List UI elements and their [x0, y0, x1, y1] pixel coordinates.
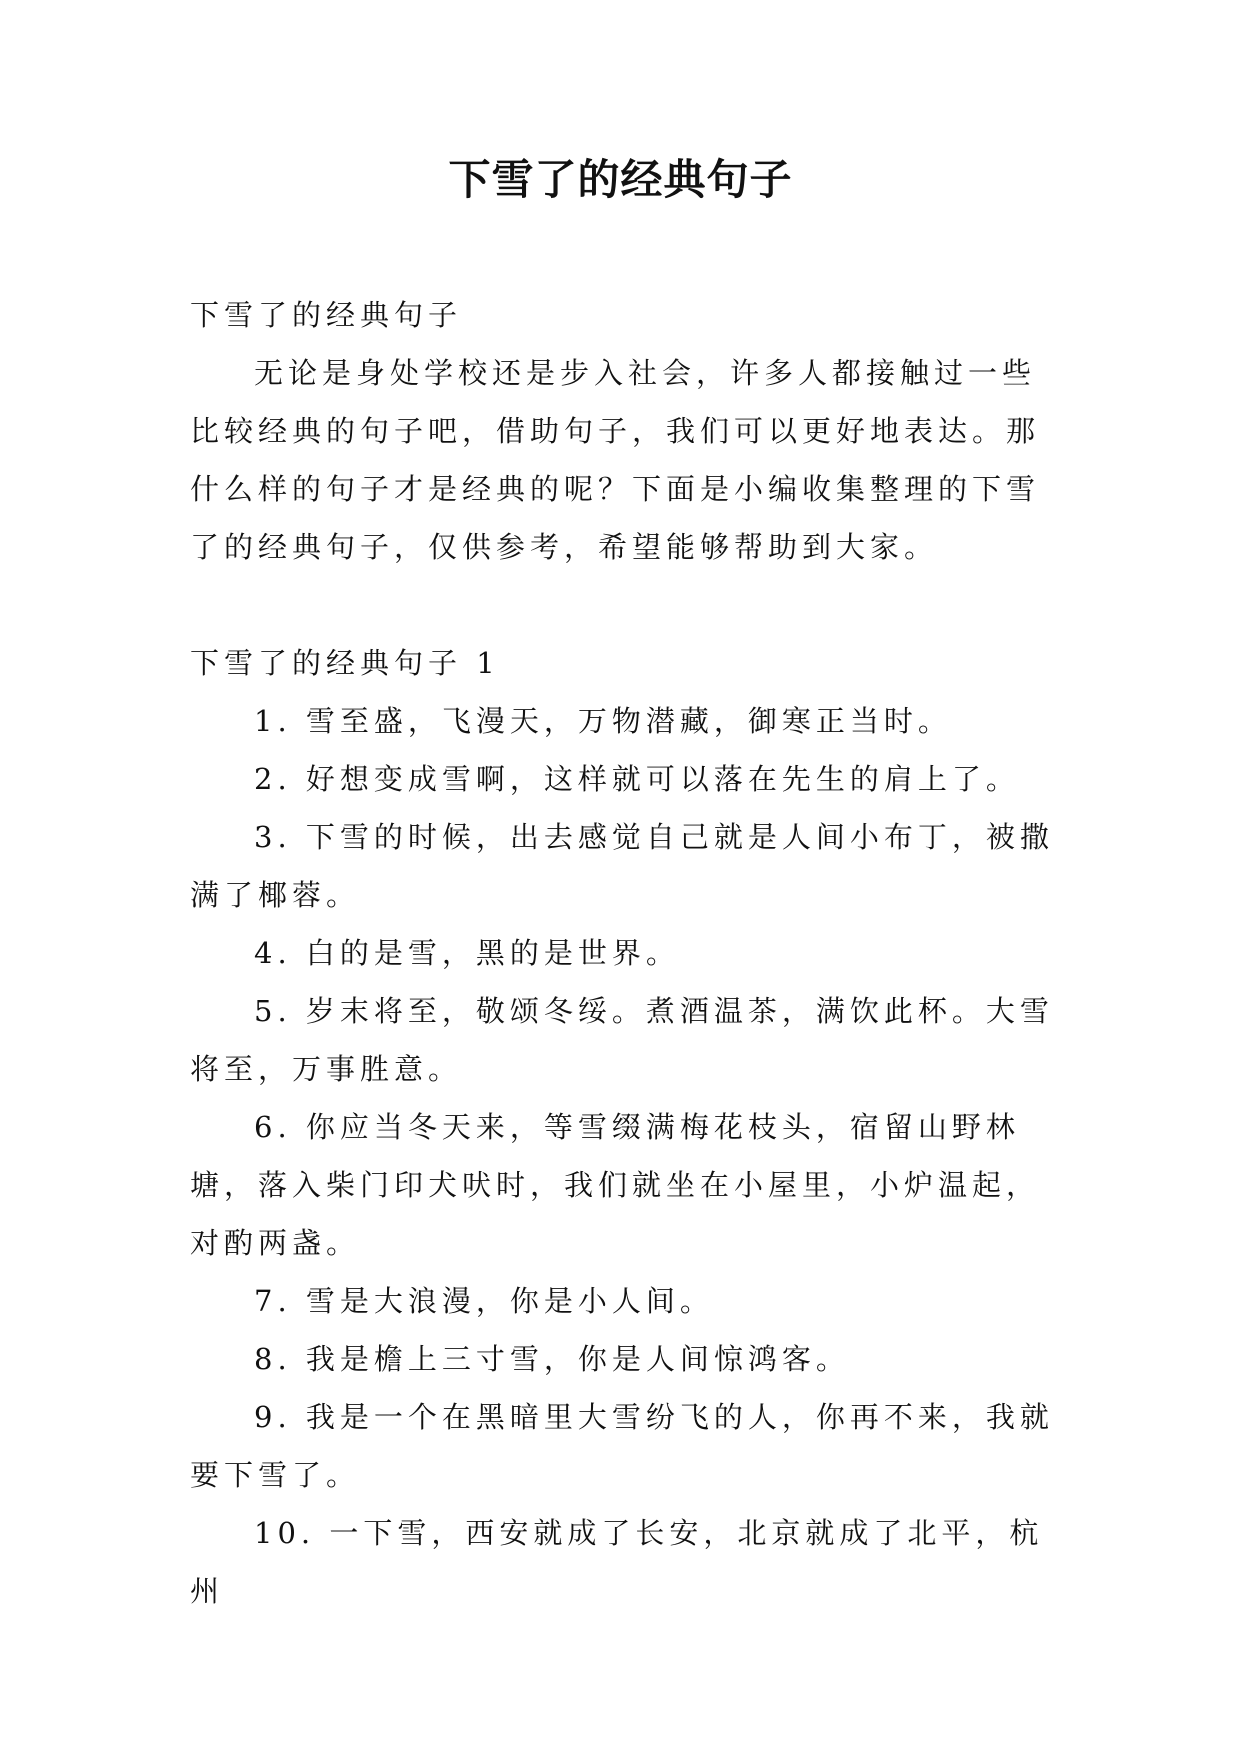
sentence-item: 3. 下雪的时候，出去感觉自己就是人间小布丁，被撒满了椰蓉。 [190, 820, 1054, 912]
intro-paragraph: 无论是身处学校还是步入社会，许多人都接触过一些比较经典的句子吧，借助句子，我们可以更好地表达。那什么样的句子才是经典的呢？下面是小编收集整理的下雪了的经典句子，仅供参考，希望能够帮助到大家。 [190, 356, 1041, 564]
sentence-item: 9. 我是一个在黑暗里大雪纷飞的人，你再不来，我就要下雪了。 [190, 1400, 1054, 1492]
sentence-item: 10. 一下雪，西安就成了长安，北京就成了北平，杭州 [190, 1516, 1044, 1608]
sentence-item: 5. 岁末将至，敬颂冬绥。煮酒温茶，满饮此杯。大雪将至，万事胜意。 [190, 994, 1054, 1086]
sentence-item: 4. 白的是雪，黑的是世界。 [254, 936, 680, 970]
section-heading: 下雪了的经典句子 1 [190, 646, 500, 680]
section-spacer [190, 576, 1058, 634]
sentence-item: 8. 我是檐上三寸雪，你是人间惊鸿客。 [254, 1342, 850, 1376]
document-title: 下雪了的经典句子 [448, 155, 793, 204]
sentence-item: 1. 雪至盛，飞漫天，万物潜藏，御寒正当时。 [254, 704, 952, 738]
intro-heading: 下雪了的经典句子 [190, 298, 463, 332]
sentence-item: 6. 你应当冬天来，等雪缀满梅花枝头，宿留山野林塘，落入柴门印犬吠时，我们就坐在小屋里，小炉温起，对酌两盏。 [190, 1110, 1041, 1260]
sentence-item: 7. 雪是大浪漫，你是小人间。 [254, 1284, 714, 1318]
document-body [190, 286, 1058, 1620]
sentence-item: 2. 好想变成雪啊，这样就可以落在先生的肩上了。 [254, 762, 1020, 796]
